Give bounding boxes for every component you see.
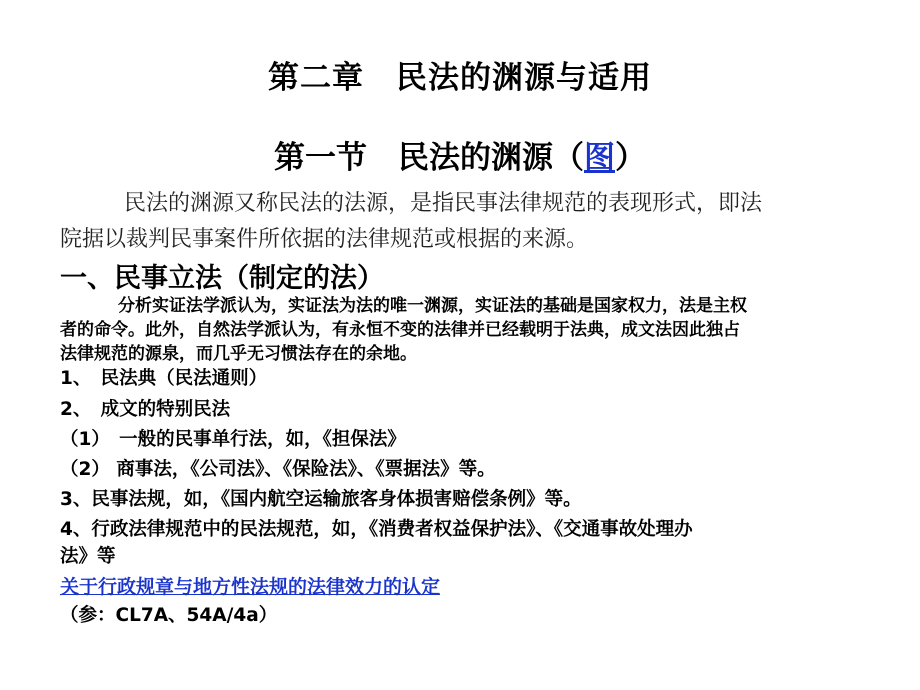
intro-line-1: 民法的渊源又称民法的法源，是指民事法律规范的表现形式，即法 bbox=[124, 191, 763, 216]
chapter-title: 第二章 民法的渊源与适用 bbox=[268, 60, 652, 96]
section-title-close: ） bbox=[615, 140, 646, 176]
section-title-text: 第一节 民法的渊源（ bbox=[274, 140, 584, 176]
list-item: 3、民事法规，如，《国内航空运输旅客身体损害赔偿条例》等。 bbox=[60, 489, 582, 510]
regulation-validity-link[interactable]: 关于行政规章与地方性法规的法律效力的认定 bbox=[60, 576, 441, 598]
section-title bbox=[0, 132, 920, 177]
list-item: 法》等 bbox=[60, 546, 116, 567]
list-item: （1） 一般的民事单行法，如，《担保法》 bbox=[60, 429, 406, 450]
list-item: 1、 民法典（民法通则） bbox=[60, 368, 268, 389]
list-item: 2、 成文的特别民法 bbox=[60, 399, 231, 420]
heading-legislation: 一、民事立法（制定的法） bbox=[60, 263, 384, 294]
intro-line-2: 院据以裁判民事案件所依据的法律规范或根据的来源。 bbox=[60, 227, 589, 252]
diagram-link[interactable]: 图 bbox=[584, 140, 615, 176]
reference-note: （参：CL7A、54A/4a） bbox=[60, 605, 278, 626]
list-item: （2） 商事法，《公司法》、《保险法》、《票据法》等。 bbox=[60, 459, 496, 480]
para-line-2: 者的命令。此外，自然法学派认为，有永恒不变的法律并已经载明于法典，成文法因此独占 bbox=[60, 320, 740, 340]
list-item: 4、行政法律规范中的民法规范，如，《消费者权益保护法》、《交通事故处理办 bbox=[60, 519, 693, 540]
para-line-3: 法律规范的源泉，而几乎无习惯法存在的余地。 bbox=[60, 344, 417, 364]
para-line-1: 分析实证法学派认为，实证法为法的唯一渊源，实证法的基础是国家权力，法是主权 bbox=[118, 296, 747, 316]
